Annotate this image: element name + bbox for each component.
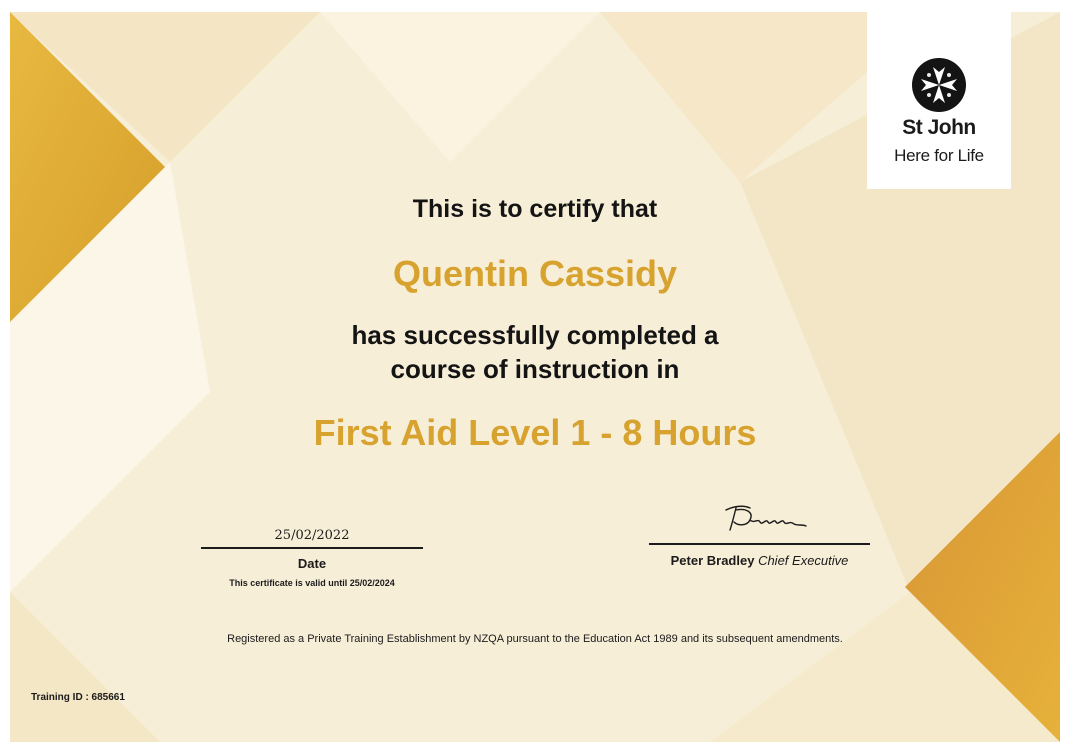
- completion-line-1: has successfully completed a: [351, 320, 719, 350]
- signer-title: Chief Executive: [758, 553, 849, 568]
- validity-note: This certificate is valid until 25/02/2024: [229, 578, 395, 588]
- signature-image: [720, 500, 810, 534]
- recipient-name: Quentin Cassidy: [392, 253, 678, 294]
- maltese-cross-icon: [912, 58, 966, 112]
- logo-tagline: Here for Life: [894, 146, 984, 165]
- issue-date: 25/02/2022: [274, 528, 350, 543]
- st-john-logo: [867, 12, 1011, 189]
- course-name: First Aid Level 1 - 8 Hours: [313, 412, 757, 453]
- signer-name: Peter Bradley: [670, 553, 755, 568]
- signature-line: [649, 543, 870, 545]
- completion-statement: [10, 318, 1060, 386]
- registration-notice: Registered as a Private Training Establishment by NZQA pursuant to the Education Act 1989 and its subsequent amendments.: [227, 633, 843, 645]
- signer: [649, 553, 870, 568]
- training-id: Training ID : 685661: [31, 692, 125, 703]
- date-label: Date: [297, 556, 327, 571]
- logo-name: St John: [902, 116, 976, 139]
- date-line: [201, 547, 423, 549]
- certificate: [10, 12, 1060, 742]
- certify-intro: This is to certify that: [412, 195, 658, 223]
- completion-line-2: course of instruction in: [390, 354, 680, 384]
